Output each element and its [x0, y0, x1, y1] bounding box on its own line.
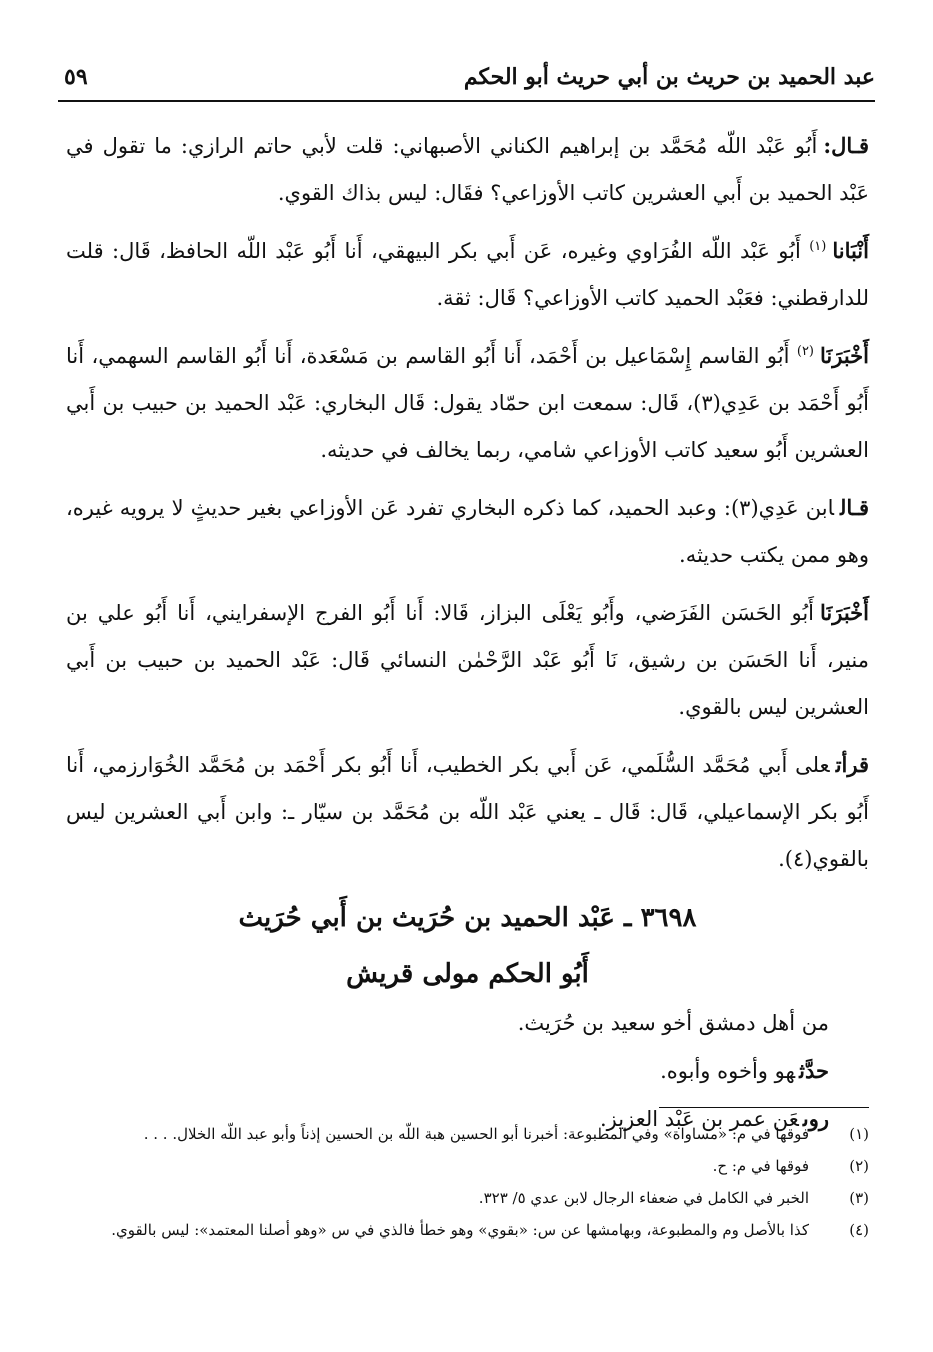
paragraph-text: أَبُو الحَسَن الفَرَضي، وأَبُو يَعْلَى البزاز، قَالا: أَنا أَبُو الفرج الإسفرايني، أَنا أَبُو علي بن منير، أَنا الحَسَن بن رشيق، نَا أَبُو عَبْد الرَّحْمٰن النسائي قَال: عَبْد الحميد بن حبيب بن أَبي العشرين ليس بالقوي. — [66, 601, 869, 719]
footnotes — [66, 1120, 869, 1248]
paragraph-lead: قرأت — [835, 752, 869, 777]
footnote-number: (٣) — [849, 1189, 869, 1207]
paragraph — [66, 589, 869, 731]
footnote-number: (٤) — [849, 1221, 869, 1239]
entry-line-text: عَن عمر بن عَبْد العزيز. — [600, 1107, 799, 1131]
page-header — [58, 58, 875, 98]
paragraph-text: أَبُو عَبْد اللّه مُحَمَّد بن إبراهيم الكناني الأصبهاني: قلت لأبي حاتم الرازي: ما تقول في عَبْد الحميد بن أَبي العشرين كاتب الأوزاعي؟ فقَال: ليس بذاك القوي. — [66, 134, 869, 205]
paragraph-lead: قـال — [840, 495, 869, 520]
paragraph-lead: أَخْبَرَنَا — [820, 343, 869, 368]
entry-heading-line-1: ٣٦٩٨ ـ عَبْد الحميد بن حُرَيث بن أَبي حُرَيث — [238, 903, 697, 933]
paragraph-text: أَبُو القاسم إِسْمَاعيل بن أَحْمَد، أَنا أَبُو القاسم بن مَسْعَدة، أَنا أَبُو القاسم السهمي، أَنا أَبُو أَحْمَد بن عَدِي(٣)، قَال: سمعت ابن حمّاد يقول: قَال البخاري: عَبْد الحميد بن حبيب بن أَبي العشرين أَبُو سعيد كاتب الأوزاعي شامي، ربما يخالف في حديثه. — [66, 344, 869, 462]
paragraph — [66, 332, 869, 474]
running-title: عبد الحميد بن حريث بن أبي حريث أبو الحكم — [463, 64, 875, 90]
footnote-number: (٢) — [849, 1157, 869, 1175]
paragraph-text: على أَبي مُحَمَّد السُّلَمي، عَن أَبي بكر الخطيب، أَنا أَبُو بكر أَحْمَد بن مُحَمَّد الخُوَارزمي، أَنا أَبُو بكر الإسماعيلي، قَال: قَال ـ يعني عَبْد اللّه بن مُحَمَّد بن سيّار ـ: وابن أَبي العشرين ليس بالقوي(٤). — [66, 753, 869, 871]
footnote — [66, 1184, 869, 1212]
paragraph — [66, 227, 869, 322]
paragraph-lead: قـال: — [823, 133, 869, 158]
paragraph — [66, 741, 869, 883]
entry-heading-line-2: أَبُو الحكم مولى قريش — [346, 959, 589, 989]
footnote-divider — [659, 1107, 869, 1108]
paragraph-text: أَبُو عَبْد اللّه الفُرَاوي وغيره، عَن أَبي بكر البيهقي، أَنا أَبُو عَبْد اللّه الحافظ، قَال: قلت للدارقطني: فعَبْد الحميد كاتب الأوزاعي؟ قَال: ثقة. — [66, 239, 869, 310]
entry-line-text: هو وأخوه وأبوه. — [660, 1059, 796, 1083]
footnote-ref: (٢) — [796, 344, 814, 359]
paragraph-text: ابن عَدِي(٣): وعبد الحميد، كما ذكره البخاري تفرد عَن الأوزاعي بغير حديثٍ لا يرويه غيره، وهو ممن يكتب حديثه. — [66, 496, 869, 567]
header-rule — [58, 100, 875, 102]
paragraph — [66, 122, 869, 217]
footnote — [66, 1152, 869, 1180]
main-text — [66, 122, 869, 1143]
footnote-text: فوقها في م: «مساواة» وفي المطبوعة: أخبرنا أبو الحسين هبة اللّه بن الحسين إذناً وأبو عبد اللّه الخلال. . . . — [143, 1125, 809, 1143]
footnote-number: (١) — [849, 1125, 869, 1143]
entry-line-lead: حدَّث — [799, 1058, 829, 1083]
footnote — [66, 1120, 869, 1148]
entry-line — [66, 1047, 869, 1095]
page-number: ٥٩ — [64, 64, 88, 90]
entry-line-lead: روى — [802, 1106, 829, 1131]
entry-line-text: من أهل دمشق أخو سعيد بن حُرَيث. — [517, 1011, 829, 1035]
entry-line — [66, 999, 869, 1047]
paragraph-lead: أَنْبَانا — [832, 238, 869, 263]
footnote-text: الخبر في الكامل في ضعفاء الرجال لابن عدي ٥/ ٣٢٣. — [478, 1189, 809, 1207]
footnote — [66, 1216, 869, 1244]
paragraph-lead: أَخْبَرَنَا — [820, 600, 869, 625]
footnote-ref: (١) — [809, 239, 827, 254]
footnote-text: كذا بالأصل وم والمطبوعة، وبهامشها عن س: «بقوي» وهو خطأ فالذي في س «وهو أصلنا المعتمد»: ليس بالقوي. — [111, 1221, 809, 1239]
paragraph — [66, 484, 869, 579]
footnote-text: فوقها في م: ح. — [712, 1157, 809, 1175]
